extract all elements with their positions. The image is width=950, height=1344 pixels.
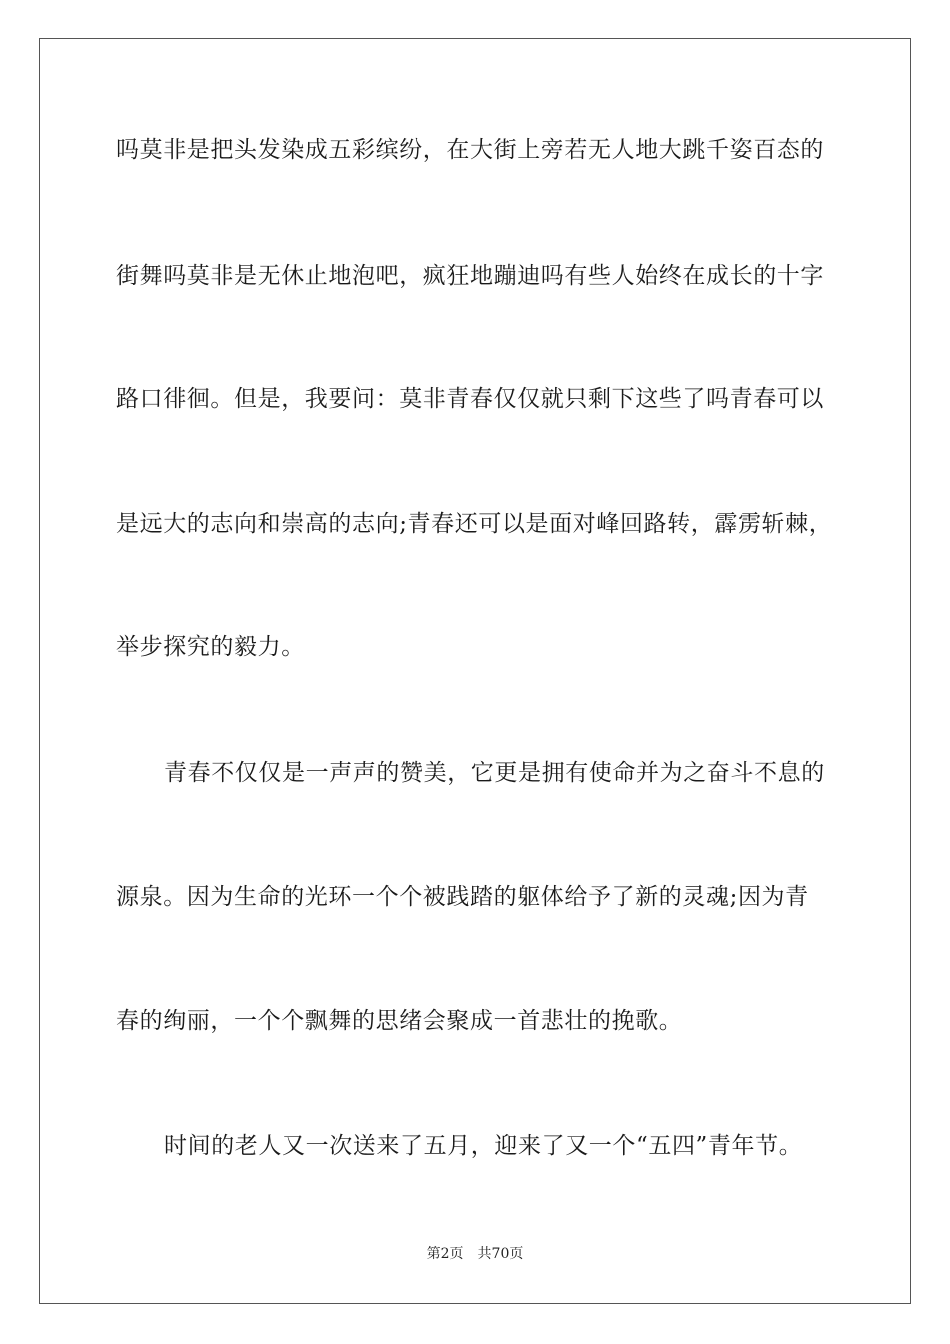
- paragraph-2-line-1: 青春不仅仅是一声声的赞美，它更是拥有使命并为之奋斗不息的: [164, 760, 825, 786]
- text-line-3: 路口徘徊。但是，我要问：莫非青春仅仅就只剩下这些了吗青春可以: [116, 386, 824, 412]
- paragraph-3-line-1: 时间的老人又一次送来了五月，迎来了又一个“五四”青年节。: [164, 1133, 803, 1159]
- text-line-4: 是远大的志向和崇高的志向;青春还可以是面对峰回路转，霹雳斩棘，: [116, 511, 833, 537]
- text-line-1: 吗莫非是把头发染成五彩缤纷，在大街上旁若无人地大跳千姿百态的: [116, 137, 824, 163]
- page-total: 共70页: [477, 1246, 524, 1262]
- paragraph-2-line-3: 春的绚丽，一个个飘舞的思绪会聚成一首悲壮的挽歌。: [116, 1008, 683, 1034]
- text-line-5: 举步探究的毅力。: [116, 634, 305, 660]
- page-number: 第2页: [426, 1246, 464, 1262]
- page-footer: [0, 1244, 950, 1264]
- paragraph-2-line-2: 源泉。因为生命的光环一个个被践踏的躯体给予了新的灵魂;因为青: [116, 884, 809, 910]
- text-line-2: 街舞吗莫非是无休止地泡吧，疯狂地蹦迪吗有些人始终在成长的十字: [116, 263, 824, 289]
- page-frame: [39, 38, 911, 1304]
